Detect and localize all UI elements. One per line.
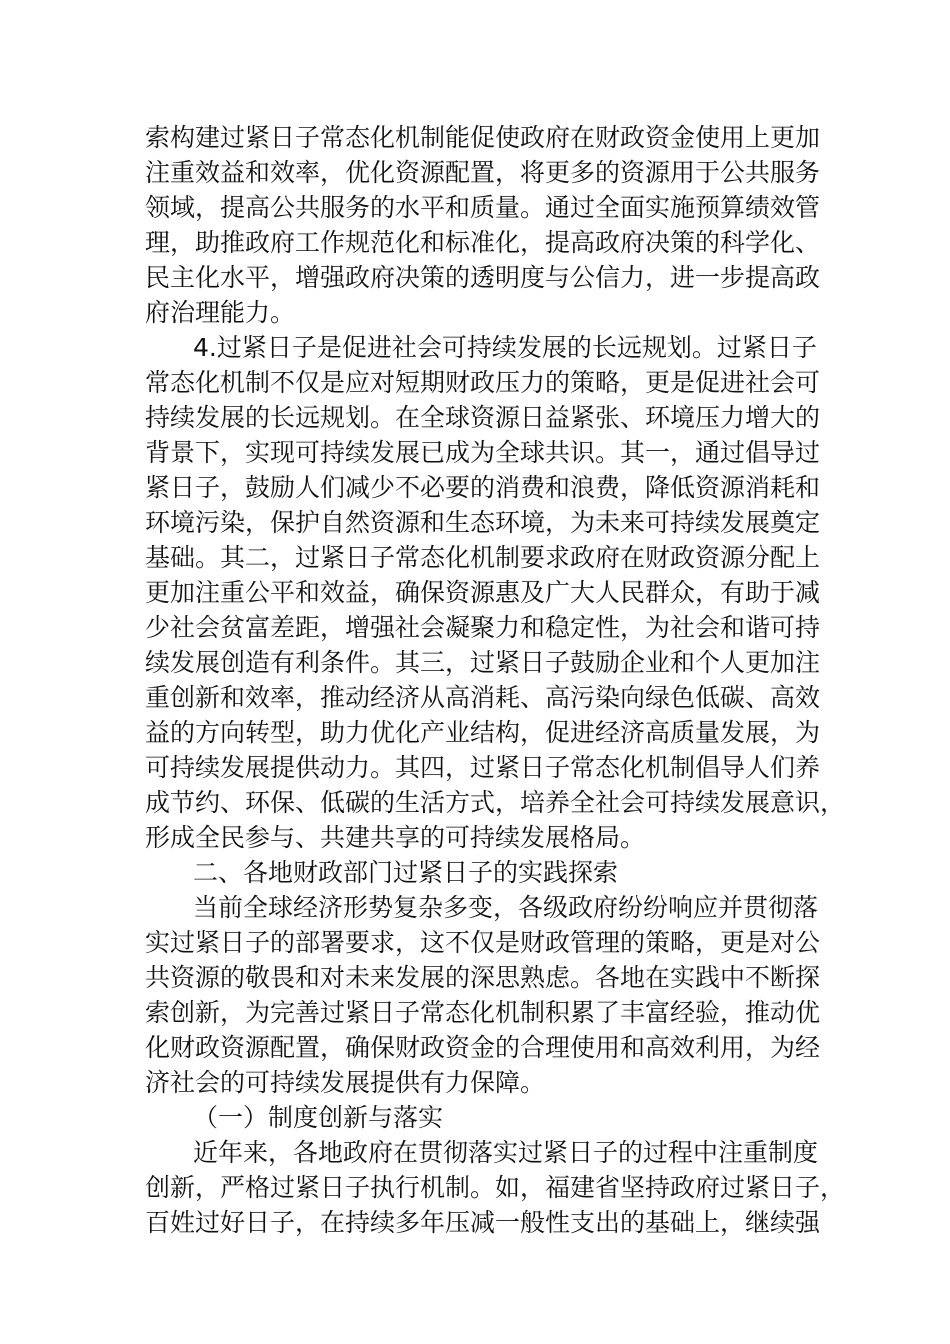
text-line: 百姓过好日子，在持续多年压减一般性支出的基础上，继续强 [145, 1208, 821, 1237]
text-line: 更加注重公平和效益，确保资源惠及广大人民群众，有助于减 [145, 578, 821, 607]
text-line: 注重效益和效率，优化资源配置，将更多的资源用于公共服务 [145, 158, 821, 187]
text-line: 索构建过紧日子常态化机制能促使政府在财政资金使用上更加 [145, 123, 821, 152]
text-line: 领域，提高公共服务的水平和质量。通过全面实施预算绩效管 [145, 193, 821, 222]
text-line: 理，助推政府工作规范化和标准化，提高政府决策的科学化、 [145, 228, 821, 257]
text-line: 少社会贫富差距，增强社会凝聚力和稳定性，为社会和谐可持 [145, 613, 821, 642]
text-line: 可持续发展提供动力。其四，过紧日子常态化机制倡导人们养 [145, 753, 821, 782]
text-line: 形成全民参与、共建共享的可持续发展格局。 [145, 823, 646, 852]
text-line: 常态化机制不仅是应对短期财政压力的策略，更是促进社会可 [145, 368, 821, 397]
text-line: 紧日子，鼓励人们减少不必要的消费和浪费，降低资源消耗和 [145, 473, 821, 502]
text-line: 续发展创造有利条件。其三，过紧日子鼓励企业和个人更加注 [145, 648, 821, 677]
text-line: 环境污染，保护自然资源和生态环境，为未来可持续发展奠定 [145, 508, 821, 537]
text-line: 持续发展的长远规划。在全球资源日益紧张、环境压力增大的 [145, 403, 821, 432]
subsection-heading: （一）制度创新与落实 [193, 1103, 444, 1132]
text-line: 济社会的可持续发展提供有力保障。 [145, 1068, 546, 1097]
text-line: 当前全球经济形势复杂多变，各级政府纷纷响应并贯彻落 [193, 893, 819, 922]
text-line: 重创新和效率，推动经济从高消耗、高污染向绿色低碳、高效 [145, 683, 821, 712]
text-line: 近年来，各地政府在贯彻落实过紧日子的过程中注重制度 [193, 1138, 819, 1167]
text-line: 背景下，实现可持续发展已成为全球共识。其一，通过倡导过 [145, 438, 821, 467]
text-line: 益的方向转型，助力优化产业结构，促进经济高质量发展，为 [145, 718, 821, 747]
paragraph-heading-4: 4.过紧日子是促进社会可持续发展的长远规划。过紧日子 [193, 333, 817, 362]
text-line: 化财政资源配置，确保财政资金的合理使用和高效利用，为经 [145, 1033, 821, 1062]
text-line: 成节约、环保、低碳的生活方式，培养全社会可持续发展意识， [145, 788, 846, 817]
text-line: 民主化水平，增强政府决策的透明度与公信力，进一步提高政 [145, 263, 821, 292]
text-line: 基础。其二，过紧日子常态化机制要求政府在财政资源分配上 [145, 543, 821, 572]
section-heading: 二、各地财政部门过紧日子的实践探索 [193, 858, 619, 887]
text-line: 实过紧日子的部署要求，这不仅是财政管理的策略，更是对公 [145, 928, 821, 957]
text-line: 索创新，为完善过紧日子常态化机制积累了丰富经验，推动优 [145, 998, 821, 1027]
text-line: 共资源的敬畏和对未来发展的深思熟虑。各地在实践中不断探 [145, 963, 821, 992]
text-line: 创新，严格过紧日子执行机制。如，福建省坚持政府过紧日子， [145, 1173, 846, 1202]
text-line: 府治理能力。 [145, 298, 296, 327]
